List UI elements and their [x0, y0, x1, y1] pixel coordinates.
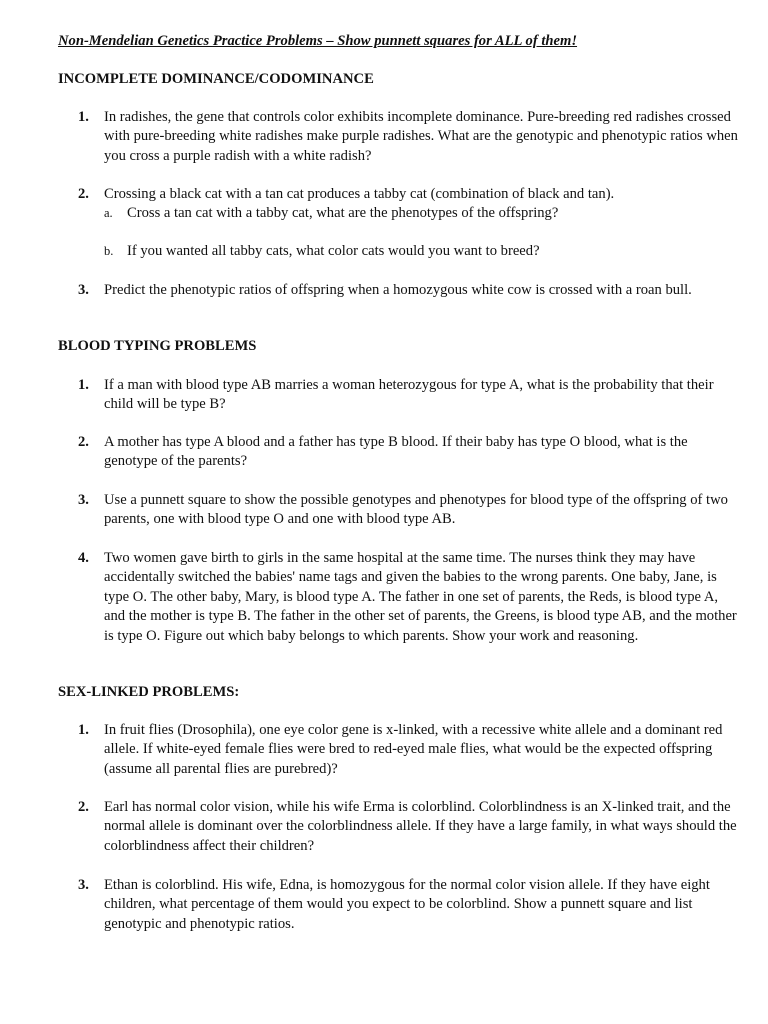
problem-number: 1.: [78, 109, 89, 125]
problem-text: Predict the phenotypic ratios of offspring when a homozygous white cow is crossed with a roan bull.: [104, 282, 692, 298]
problem-number: 3.: [78, 877, 89, 893]
problem-blood-3: [78, 491, 738, 530]
problem-sexlinked-1: [78, 721, 738, 779]
problem-blood-2: [78, 433, 738, 472]
problem-text: A mother has type A blood and a father has type B blood. If their baby has type O blood, what is the genotype of the parents?: [104, 434, 688, 470]
section-heading-incomplete-dominance: INCOMPLETE DOMINANCE/CODOMINANCE: [58, 71, 374, 87]
subproblem-2a: [104, 204, 738, 223]
problem-number: 1.: [78, 377, 89, 393]
problem-text: Two women gave birth to girls in the same hospital at the same time. The nurses think they may have accidentally switched the babies' name tags and given the babies to the wrong parents. One baby, Jane, is type O. The other baby, Mary, is blood type A. The father in one set of parents, the Reds, is blood type A, and the mother is type B. The father in the other set of parents, the Greens, is blood type AB, and the mother is type O. Figure out which baby belongs to which parents. Show your work and reasoning.: [104, 550, 737, 644]
problem-number: 3.: [78, 282, 89, 298]
problem-text: In fruit flies (Drosophila), one eye color gene is x-linked, with a recessive white allele and a dominant red allele. If white-eyed female flies were bred to red-eyed male flies, what would be the expected offspring (assume all parental flies are purebred)?: [104, 722, 723, 777]
problem-sexlinked-2: [78, 798, 738, 856]
problem-blood-4: [78, 549, 738, 646]
problem-number: 2.: [78, 434, 89, 450]
problem-text: In radishes, the gene that controls color exhibits incomplete dominance. Pure-breeding red radishes crossed with pure-breeding white radishes make purple radishes. What are the genotypic and phenotypic ratios when you cross a purple radish with a white radish?: [104, 109, 738, 164]
problem-number: 2.: [78, 186, 89, 202]
problem-text: Ethan is colorblind. His wife, Edna, is homozygous for the normal color vision allele. If they have eight children, what percentage of them would you expect to be colorblind. Show a punnett square and list genotypic and phenotypic ratios.: [104, 877, 710, 932]
problem-sexlinked-3: [78, 876, 738, 934]
subproblem-letter: a.: [104, 206, 113, 220]
problem-text: Crossing a black cat with a tan cat produces a tabby cat (combination of black and tan).: [104, 186, 615, 202]
subproblem-2b: [104, 242, 738, 261]
subproblem-text: Cross a tan cat with a tabby cat, what are the phenotypes of the offspring?: [127, 205, 559, 221]
problem-text: If a man with blood type AB marries a woman heterozygous for type A, what is the probability that their child will be type B?: [104, 377, 714, 413]
problem-incomplete-2: [78, 185, 738, 204]
subproblem-letter: b.: [104, 244, 114, 258]
problem-text: Use a punnett square to show the possible genotypes and phenotypes for blood type of the offspring of two parents, one with blood type O and one with blood type AB.: [104, 492, 728, 528]
problem-incomplete-1: [78, 108, 738, 166]
problem-number: 2.: [78, 799, 89, 815]
problem-number: 4.: [78, 550, 89, 566]
section-heading-sex-linked: SEX-LINKED PROBLEMS:: [58, 684, 240, 700]
problem-blood-1: [78, 376, 738, 415]
problem-text: Earl has normal color vision, while his wife Erma is colorblind. Colorblindness is an X-linked trait, and the normal allele is dominant over the colorblindness allele. If they have a large family, in what ways should the colorblindness affect their children?: [104, 799, 737, 854]
problem-incomplete-3: [78, 281, 738, 300]
problem-number: 1.: [78, 722, 89, 738]
subproblem-text: If you wanted all tabby cats, what color cats would you want to breed?: [127, 243, 540, 259]
document-title: Non-Mendelian Genetics Practice Problems – Show punnett squares for ALL of them!: [58, 33, 578, 49]
problem-number: 3.: [78, 492, 89, 508]
section-heading-blood-typing: BLOOD TYPING PROBLEMS: [58, 338, 257, 354]
